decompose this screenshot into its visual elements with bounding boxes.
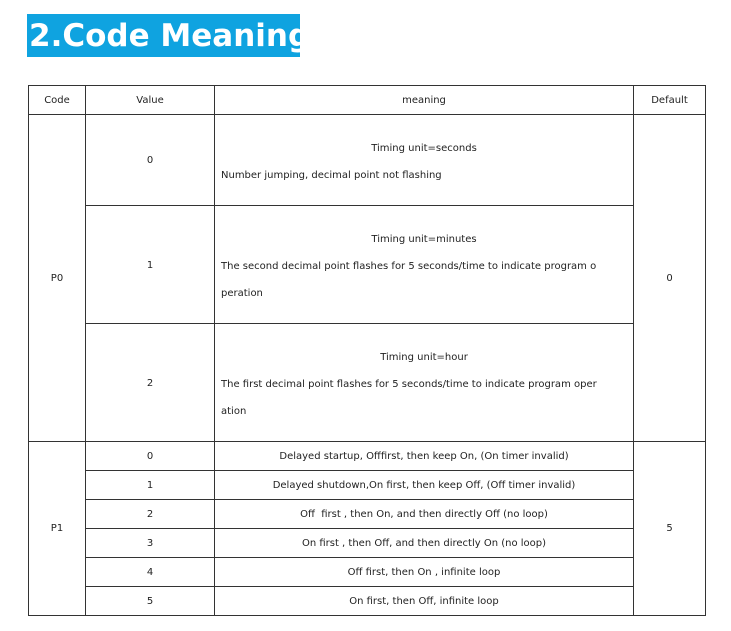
page-title: 2.Code Meaning <box>27 14 300 57</box>
header-meaning: meaning <box>215 86 634 115</box>
meaning-text: The second decimal point flashes for 5 seconds/time to indicate program o <box>221 261 597 272</box>
value-cell: 1 <box>86 206 215 324</box>
value-cell: 3 <box>86 529 215 558</box>
meaning-cell: Off first, then On , infinite loop <box>215 558 634 587</box>
meaning-cell: Off first , then On, and then directly Off (no loop) <box>215 500 634 529</box>
meaning-cell: On first, then Off, infinite loop <box>215 587 634 616</box>
meaning-cell: Delayed startup, Offfirst, then keep On, (On timer invalid) <box>215 442 634 471</box>
meaning-heading: Timing unit=hour <box>380 352 468 363</box>
table-row <box>29 587 706 616</box>
code-cell-p0: P0 <box>29 115 86 442</box>
meaning-text: The first decimal point flashes for 5 seconds/time to indicate program oper <box>221 379 597 390</box>
header-row <box>29 86 706 115</box>
code-meaning-table <box>28 85 706 616</box>
meaning-cell: Delayed shutdown,On first, then keep Off, (Off timer invalid) <box>215 471 634 500</box>
meaning-heading: Timing unit=seconds <box>371 143 477 154</box>
table-row <box>29 529 706 558</box>
table-row <box>29 471 706 500</box>
meaning-heading: Timing unit=minutes <box>371 234 477 245</box>
value-cell: 2 <box>86 324 215 442</box>
default-cell-p1: 5 <box>634 442 706 616</box>
meaning-text: ation <box>221 406 247 417</box>
header-default: Default <box>634 86 706 115</box>
meaning-cell <box>215 206 634 324</box>
table-row <box>29 442 706 471</box>
code-cell-p1: P1 <box>29 442 86 616</box>
meaning-cell <box>215 115 634 206</box>
table-row <box>29 324 706 442</box>
value-cell: 1 <box>86 471 215 500</box>
value-cell: 0 <box>86 442 215 471</box>
table-row <box>29 558 706 587</box>
value-cell: 0 <box>86 115 215 206</box>
meaning-cell <box>215 324 634 442</box>
table-row <box>29 206 706 324</box>
default-cell-p0: 0 <box>634 115 706 442</box>
table-row <box>29 500 706 529</box>
meaning-cell: On first , then Off, and then directly On (no loop) <box>215 529 634 558</box>
value-cell: 2 <box>86 500 215 529</box>
value-cell: 5 <box>86 587 215 616</box>
meaning-text: peration <box>221 288 263 299</box>
meaning-text: Number jumping, decimal point not flashing <box>221 170 442 181</box>
value-cell: 4 <box>86 558 215 587</box>
header-value: Value <box>86 86 215 115</box>
header-code: Code <box>29 86 86 115</box>
table-row <box>29 115 706 206</box>
